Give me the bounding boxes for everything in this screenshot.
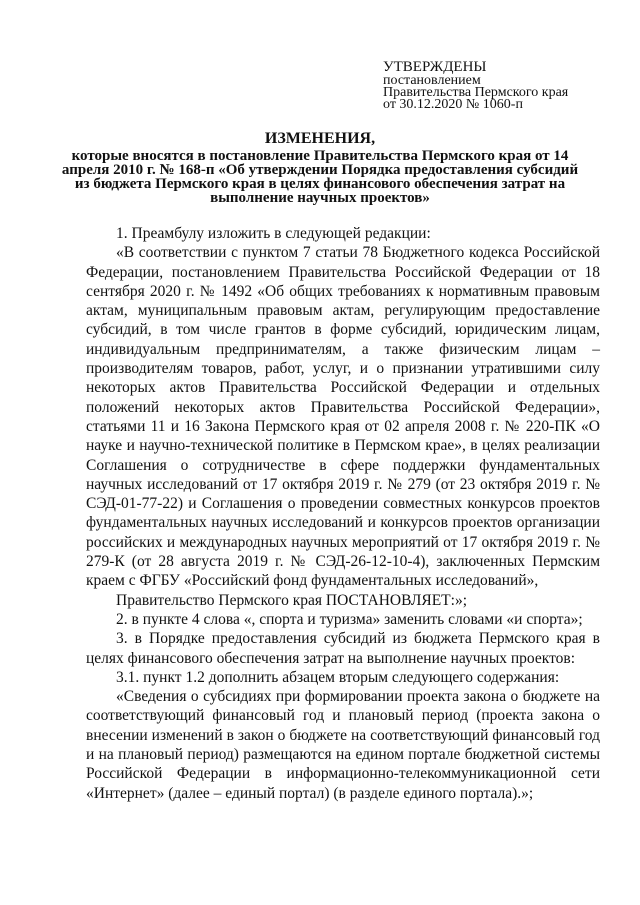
approval-line: Правительства Пермского края <box>383 85 569 100</box>
paragraph: Правительство Пермского края ПОСТАНОВЛЯЕТ:»; <box>116 591 468 609</box>
title-main: ИЗМЕНЕНИЯ, <box>264 130 376 147</box>
paragraph: 3.1. пункт 1.2 дополнить абзацем вторым следующего содержания: <box>116 668 560 686</box>
paragraph: 3. в Порядке предоставления субсидий из бюджета Пермского края в целях финансового обеспечения затрат на выполнение научных проектов: <box>86 630 600 667</box>
title-subtitle: которые вносятся в постановление Правительства Пермского края от 14 апреля 2010 г. № 168-п «Об утверждении Порядка предоставления субсидий из бюджета Пермского края в целях финансового обеспечения затрат на выполнение научных проектов» <box>61 148 579 206</box>
paragraph: 1. Преамбулу изложить в следующей редакции: <box>116 225 431 242</box>
document-body <box>86 224 600 803</box>
paragraph: «Сведения о субсидиях при формировании проекта закона о бюджете на соответствующий финансовый год и плановый период (проекта закона о внесении изменений в закон о бюджете на соответствующий финансовый год и на плановый период) размещаются на едином портале бюджетной системы Российской Федерации в информационно-телекоммуникационной сети «Интернет» (далее – единый портал) (в разделе единого портала).»; <box>86 688 600 802</box>
approval-stamp <box>383 60 568 111</box>
paragraph: «В соответствии с пунктом 7 статьи 78 Бюджетного кодекса Российской Федерации, постановлением Правительства Российской Федерации от 18 сентября 2020 г. № 1492 «Об общих требованиях к нормативным правовым актам, муниципальным правовым актам, регулирующим предоставление субсидий, в том числе грантов в форме субсидий, юридическим лицам, индивидуальным предпринимателям, а также физическим лицам – производителям товаров, работ, услуг, и о признании утратившими силу некоторых актов Правительства Российской Федерации и отдельных положений некоторых актов Правительства Российской Федерации», статьями 11 и 16 Закона Пермского края от 02 апреля 2008 г. № 220-ПК «О науке и научно-технической политике в Пермском крае», в целях реализации Соглашения о сотрудничестве в сфере поддержки фундаментальных научных исследований от 17 октября 2019 г. № 279 (от 23 октября 2019 г. № СЭД-01-77-22) и Соглашения о проведении совместных конкурсов проектов фундаментальных научных исследований и конкурсов проектов организации российских и международных научных мероприятий от 17 октября 2019 г. № 279-К (от 28 августа 2019 г. № СЭД-26-12-10-4), заключенных Пермским краем с ФГБУ «Российский фонд фундаментальных исследований», <box>86 244 600 590</box>
approval-line: постановлением <box>383 73 481 88</box>
approval-heading: УТВЕРЖДЕНЫ <box>383 59 487 75</box>
paragraph: 2. в пункте 4 слова «, спорта и туризма» заменить словами «и спорта»; <box>116 610 583 628</box>
approval-line: от 30.12.2020 № 1060-п <box>383 97 523 112</box>
document-title <box>60 130 580 205</box>
